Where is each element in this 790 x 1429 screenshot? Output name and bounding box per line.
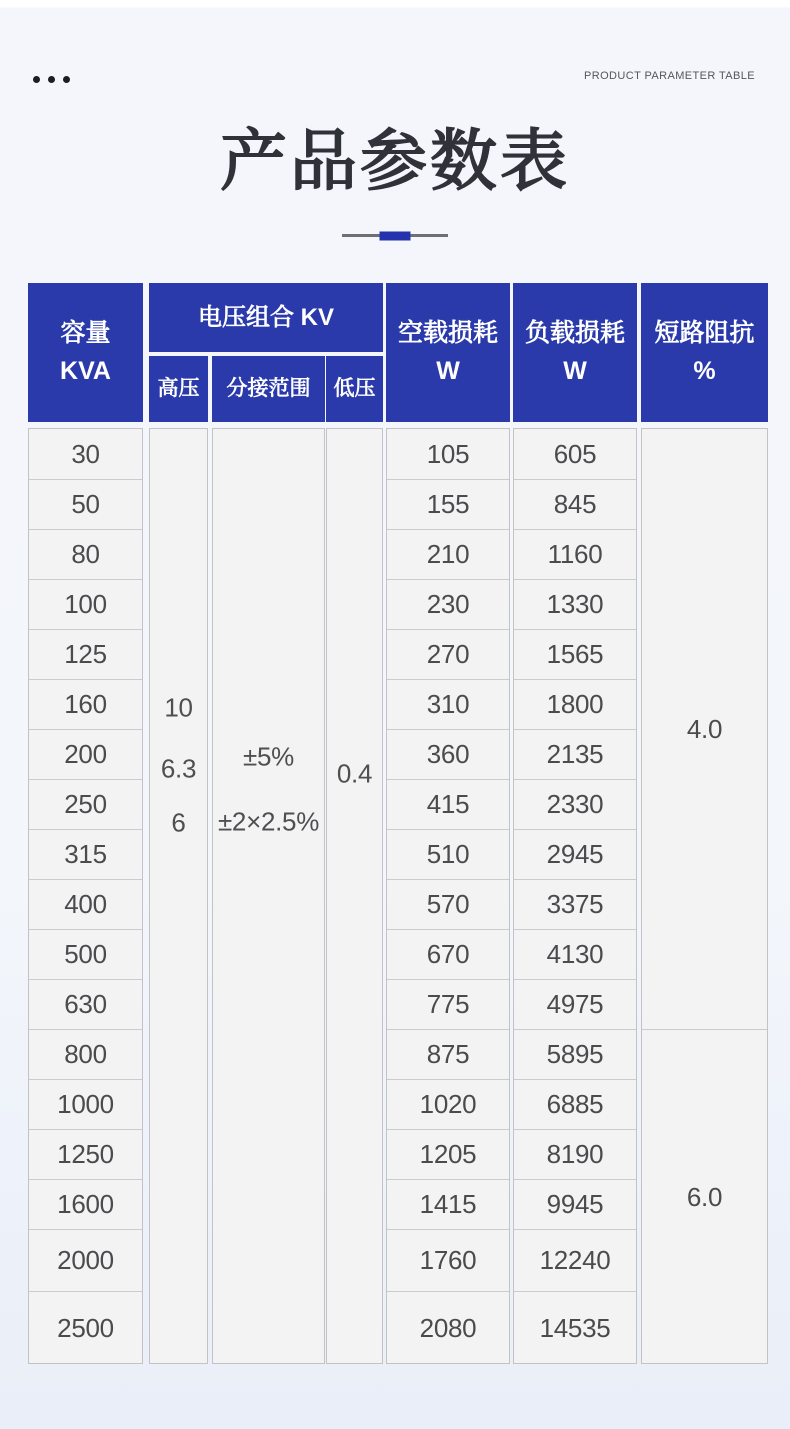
dot-icon xyxy=(63,76,70,83)
header-load-loss-line2: W xyxy=(563,356,587,385)
load-loss-cell: 4130 xyxy=(514,929,636,979)
no-load-loss-cell: 570 xyxy=(387,879,509,929)
no-load-loss-cell: 310 xyxy=(387,679,509,729)
load-loss-cell: 9945 xyxy=(514,1179,636,1229)
load-loss-cell: 1800 xyxy=(514,679,636,729)
header-capacity-line1: 容量 xyxy=(60,319,111,347)
low-voltage-value: 0.4 xyxy=(336,758,373,789)
header-no-load-loss xyxy=(386,283,510,422)
load-loss-cell: 8190 xyxy=(514,1129,636,1179)
impedance-cell: 4.0 xyxy=(686,713,723,744)
header-capacity xyxy=(28,283,143,422)
header-impedance-line2: % xyxy=(693,356,716,385)
no-load-loss-cell: 1205 xyxy=(387,1129,509,1179)
high-voltage-value: 6 xyxy=(171,807,186,838)
capacity-cell: 200 xyxy=(29,729,142,779)
capacity-cell: 500 xyxy=(29,929,142,979)
low-voltage-column xyxy=(326,428,383,1364)
no-load-loss-cell: 415 xyxy=(387,779,509,829)
impedance-column xyxy=(641,428,768,1364)
capacity-cell: 250 xyxy=(29,779,142,829)
tap-range-column xyxy=(212,428,325,1364)
capacity-cell: 30 xyxy=(71,438,100,469)
header-low-voltage: 低压 xyxy=(326,356,383,422)
header-no-load-loss-line1: 空载损耗 xyxy=(397,319,498,347)
load-loss-cell: 2330 xyxy=(514,779,636,829)
no-load-loss-cell: 775 xyxy=(387,979,509,1029)
tap-range-value: ±2×2.5% xyxy=(217,806,320,837)
page-title: 产品参数表 xyxy=(220,124,570,199)
no-load-loss-cell: 1415 xyxy=(387,1179,509,1229)
capacity-cell: 800 xyxy=(29,1029,142,1079)
no-load-loss-cell: 1760 xyxy=(387,1229,509,1291)
menu-dots-icon xyxy=(33,76,70,83)
divider-accent xyxy=(380,231,411,240)
header-load-loss xyxy=(513,283,637,422)
capacity-cell: 100 xyxy=(29,579,142,629)
high-voltage-value: 10 xyxy=(164,692,193,723)
load-loss-column xyxy=(513,428,637,1364)
no-load-loss-cell: 155 xyxy=(387,479,509,529)
no-load-loss-column xyxy=(386,428,510,1364)
header-high-voltage: 高压 xyxy=(149,356,208,422)
header-capacity-line2: KVA xyxy=(60,356,111,385)
product-parameter-table xyxy=(28,283,768,1364)
load-loss-cell: 4975 xyxy=(514,979,636,1029)
load-loss-cell: 845 xyxy=(514,479,636,529)
impedance-cell: 6.0 xyxy=(642,1029,767,1365)
no-load-loss-cell: 105 xyxy=(426,438,470,469)
no-load-loss-cell: 2080 xyxy=(387,1291,509,1365)
capacity-cell: 630 xyxy=(29,979,142,1029)
capacity-cell: 400 xyxy=(29,879,142,929)
load-loss-cell: 1160 xyxy=(514,529,636,579)
capacity-column xyxy=(28,428,143,1364)
title-divider xyxy=(342,234,448,237)
header-impedance-line1: 短路阻抗 xyxy=(654,319,755,347)
no-load-loss-cell: 510 xyxy=(387,829,509,879)
dot-icon xyxy=(33,76,40,83)
capacity-cell: 125 xyxy=(29,629,142,679)
capacity-cell: 1250 xyxy=(29,1129,142,1179)
header-load-loss-line1: 负载损耗 xyxy=(524,319,625,347)
no-load-loss-cell: 1020 xyxy=(387,1079,509,1129)
load-loss-cell: 12240 xyxy=(514,1229,636,1291)
load-loss-cell: 14535 xyxy=(514,1291,636,1365)
no-load-loss-cell: 270 xyxy=(387,629,509,679)
load-loss-cell: 605 xyxy=(553,438,597,469)
header-no-load-loss-line2: W xyxy=(436,356,460,385)
header-voltage-group: 电压组合 KV xyxy=(149,283,383,352)
no-load-loss-cell: 670 xyxy=(387,929,509,979)
capacity-cell: 50 xyxy=(29,479,142,529)
no-load-loss-cell: 360 xyxy=(387,729,509,779)
header-tap-range: 分接范围 xyxy=(212,356,325,422)
capacity-cell: 2500 xyxy=(29,1291,142,1365)
capacity-cell: 1000 xyxy=(29,1079,142,1129)
header-impedance xyxy=(641,283,768,422)
capacity-cell: 315 xyxy=(29,829,142,879)
high-voltage-value: 6.3 xyxy=(160,753,197,784)
load-loss-cell: 3375 xyxy=(514,879,636,929)
high-voltage-column xyxy=(149,428,208,1364)
load-loss-cell: 5895 xyxy=(514,1029,636,1079)
load-loss-cell: 2945 xyxy=(514,829,636,879)
capacity-cell: 160 xyxy=(29,679,142,729)
load-loss-cell: 1565 xyxy=(514,629,636,679)
load-loss-cell: 1330 xyxy=(514,579,636,629)
capacity-cell: 2000 xyxy=(29,1229,142,1291)
no-load-loss-cell: 875 xyxy=(387,1029,509,1079)
capacity-cell: 1600 xyxy=(29,1179,142,1229)
capacity-cell: 80 xyxy=(29,529,142,579)
load-loss-cell: 6885 xyxy=(514,1079,636,1129)
no-load-loss-cell: 230 xyxy=(387,579,509,629)
eyebrow-label: PRODUCT PARAMETER TABLE xyxy=(584,70,755,82)
no-load-loss-cell: 210 xyxy=(387,529,509,579)
dot-icon xyxy=(48,76,55,83)
load-loss-cell: 2135 xyxy=(514,729,636,779)
tap-range-value: ±5% xyxy=(243,741,294,772)
